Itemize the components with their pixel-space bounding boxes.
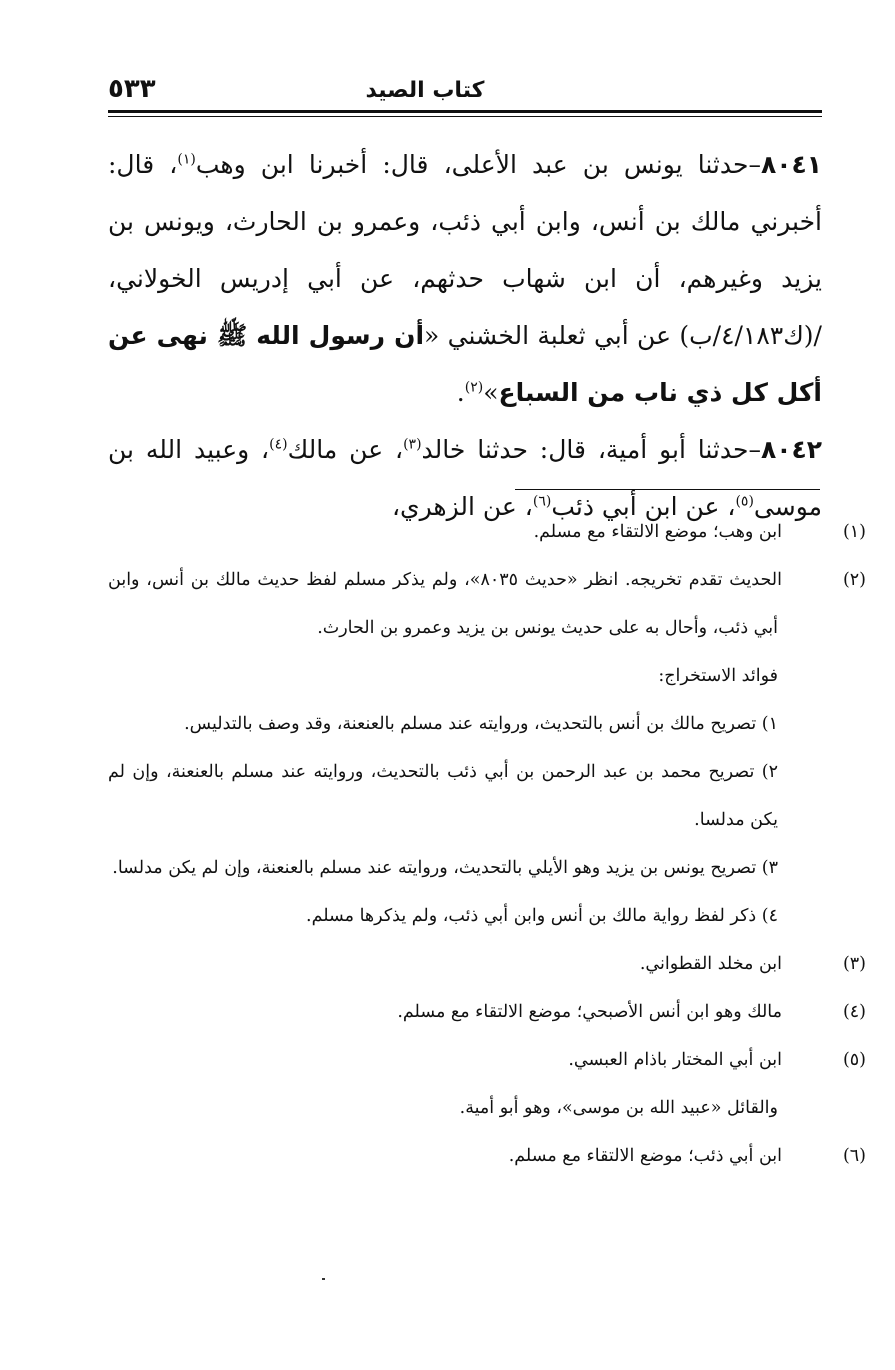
footnote-separator — [515, 489, 820, 490]
footnote-ref-1[interactable]: (١) — [177, 151, 196, 168]
footnote-mark: (٤) — [842, 1002, 866, 1022]
footnote-mark: (٣) — [842, 954, 866, 974]
footnote-5-note: والقائل «عبيد الله بن موسى»، وهو أبو أمية. — [459, 1098, 778, 1118]
isnad-text: –حدثنا أبو أمية، قال: حدثنا خالد — [421, 435, 761, 464]
footnote-text: ابن أبي المختار باذام العبسي. — [568, 1050, 782, 1070]
footnote-mark: (٦) — [842, 1146, 866, 1166]
page-number: ٥٣٣ — [108, 74, 156, 104]
scan-speck — [322, 1278, 325, 1280]
footnote-text: مالك وهو ابن أنس الأصبحي؛ موضع الالتقاء مع مسلم. — [397, 1002, 782, 1022]
hadith-number: ٨٠٤٢ — [760, 435, 823, 464]
footnote-text: ابن وهب؛ موضع الالتقاء مع مسلم. — [533, 522, 782, 542]
isnad-text: ، وعبيد الله بن موسى — [108, 435, 822, 521]
footnote-text: ابن مخلد القطواني. — [639, 954, 782, 974]
isnad-text: ، عن ابن أبي ذئب — [551, 492, 736, 521]
isnad-text: ، قال: أخبرني مالك بن أنس، وابن أبي ذئب، وعمرو بن الحارث، ويونس بن يزيد وغيرهم، أن ابن شهاب حدثهم، عن أبي إدريس الخولاني، /(ك٤/١٨٣/ب) عن أبي ثعلبة الخشني « — [108, 150, 822, 350]
footnote-3 — [108, 940, 866, 988]
footnote-2-item-4: ٤) ذكر لفظ رواية مالك بن أنس وابن أبي ذئب، ولم يذكرها مسلم. — [306, 906, 778, 926]
footnote-4 — [108, 988, 866, 1036]
header-rule-thin — [108, 116, 822, 117]
quote-close: » — [483, 378, 499, 407]
matn-text: أن رسول الله ﷺ نهى عن أكل كل ذي ناب من السباع — [108, 321, 822, 407]
running-title: كتاب الصيد — [365, 78, 485, 103]
footnote-text: الحديث تقدم تخريجه. انظر «حديث ٨٠٣٥»، ولم يذكر مسلم لفظ حديث مالك بن أنس، وابن أبي ذئب، وأحال به على حديث يونس بن يزيد وعمرو بن الحارث. — [108, 570, 782, 638]
footnote-2-item-1: ١) تصريح مالك بن أنس بالتحديث، وروايته عند مسلم بالعنعنة، وقد وصف بالتدليس. — [184, 714, 778, 734]
footnote-2 — [108, 556, 866, 652]
isnad-text: ، عن الزهري، — [391, 492, 533, 521]
footnotes — [108, 508, 866, 1180]
footnote-ref-3[interactable]: (٣) — [403, 436, 422, 453]
footnote-mark: (٢) — [842, 570, 866, 590]
footnote-6 — [108, 1132, 866, 1180]
hadith-number: ٨٠٤١ — [760, 150, 823, 179]
isnad-text: ، عن مالك — [287, 435, 404, 464]
footnote-2-item-3: ٣) تصريح يونس بن يزيد وهو الأيلي بالتحديث، وروايته عند مسلم بالعنعنة، وإن لم يكن مدلسا. — [112, 858, 778, 878]
footnote-ref-5[interactable]: (٥) — [735, 493, 754, 510]
main-text — [108, 136, 822, 535]
footnote-1 — [108, 508, 866, 556]
header-rule-thick — [108, 110, 822, 113]
footnote-2-heading: فوائد الاستخراج: — [658, 666, 778, 686]
footnote-ref-4[interactable]: (٤) — [269, 436, 288, 453]
footnote-5 — [108, 1036, 866, 1084]
footnote-mark: (٥) — [842, 1050, 866, 1070]
page-header — [108, 70, 822, 110]
footnote-ref-6[interactable]: (٦) — [532, 493, 552, 510]
footnote-mark: (١) — [842, 522, 866, 542]
hadith-8041 — [108, 136, 822, 421]
isnad-text: –حدثنا يونس بن عبد الأعلى، قال: أخبرنا ابن وهب — [195, 150, 761, 179]
period: . — [456, 378, 465, 407]
footnote-ref-2[interactable]: (٢) — [464, 379, 484, 396]
footnote-text: ابن أبي ذئب؛ موضع الالتقاء مع مسلم. — [508, 1146, 782, 1166]
footnote-2-item-2: ٢) تصريح محمد بن عبد الرحمن بن أبي ذئب بالتحديث، وروايته عند مسلم بالعنعنة، وإن لم يكن مدلسا. — [108, 762, 778, 830]
